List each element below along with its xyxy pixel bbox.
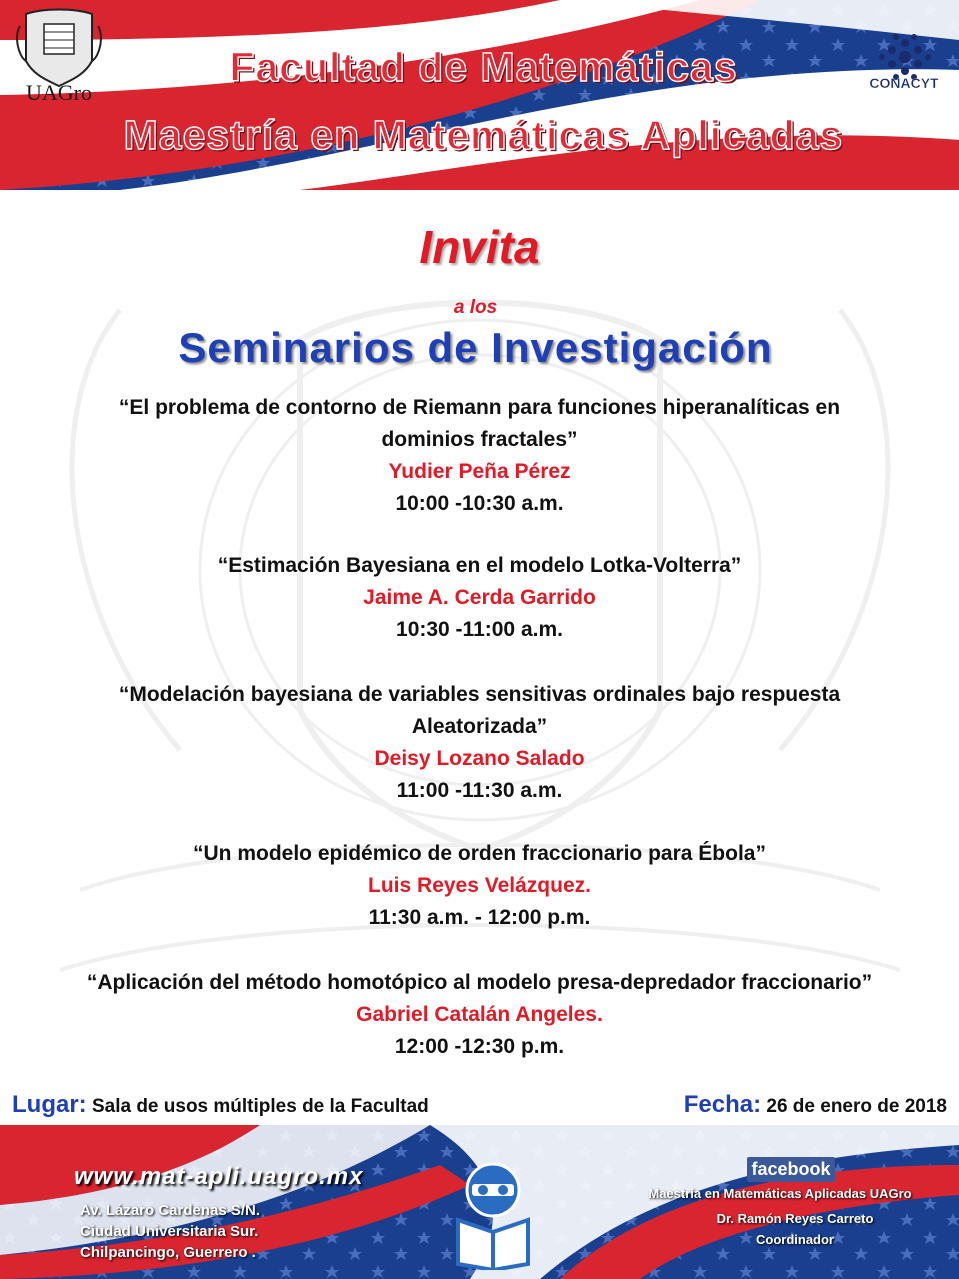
seminars-heading: Seminarios de Investigación [178, 324, 773, 371]
talk-title: “El problema de contorno de Riemann para funciones hiperanalíticas en [118, 396, 841, 419]
date-label: Fecha: [683, 1091, 762, 1118]
pnpc-text: PNPC [880, 92, 928, 111]
address-line: Chilpancingo, Guerrero . [80, 1244, 256, 1261]
talk-title: “Un modelo epidémico de orden fraccionario para Ébola” [193, 842, 766, 865]
talk-4 [0, 838, 959, 934]
talk-title: “Estimación Bayesiana en el modelo Lotka-Volterra” [217, 554, 742, 577]
talk-1 [0, 392, 959, 520]
talk-time: 10:30 -11:00 a.m. [396, 618, 563, 641]
date-line [684, 1091, 947, 1119]
flag-background [0, 0, 959, 190]
address-line: Av. Lázaro Cardenas S/N. [80, 1202, 261, 1219]
reader-icon [450, 1160, 536, 1270]
address-line: Ciudad Universitaria Sur. [80, 1223, 259, 1240]
talk-3 [0, 679, 959, 807]
talk-time: 11:30 a.m. - 12:00 p.m. [368, 906, 591, 929]
venue-label: Lugar: [12, 1091, 87, 1118]
talk-5 [0, 967, 959, 1063]
talk-speaker: Deisy Lozano Salado [374, 747, 585, 770]
talk-time: 11:00 -11:30 a.m. [396, 779, 563, 802]
header-banner [0, 0, 959, 190]
talk-title: “Modelación bayesiana de variables sensitivas ordinales bajo respuesta [118, 683, 841, 706]
faculty-title: Facultad de Matemáticas [229, 44, 738, 90]
talk-time: 10:00 -10:30 a.m. [395, 492, 564, 515]
talk-time: 12:00 -12:30 p.m. [394, 1035, 565, 1058]
venue-value: Sala de usos múltiples de la Facultad [91, 1096, 429, 1117]
conacyt-text: CONACYT [869, 75, 939, 91]
website-link[interactable]: www.mat-apli.uagro.mx [74, 1163, 364, 1190]
talk-title: “Aplicación del método homotópico al modelo presa-depredador fraccionario” [86, 971, 873, 994]
talk-title-cont: Aleatorizada” [411, 715, 548, 738]
facebook-page-name: Maestría en Matemáticas Aplicadas UAGro [648, 1186, 912, 1201]
date-value: 26 de enero de 2018 [766, 1096, 947, 1117]
talk-2 [0, 550, 959, 646]
talk-speaker: Jaime A. Cerda Garrido [363, 586, 596, 609]
talk-speaker: Luis Reyes Velázquez. [368, 874, 591, 897]
talk-title-cont: dominios fractales” [381, 428, 578, 451]
talk-speaker: Gabriel Catalán Angeles. [356, 1003, 603, 1026]
uagro-logo-text: UAGro [26, 80, 92, 105]
coordinator-title: Coordinador [756, 1232, 834, 1247]
program-title: Maestría en Matemáticas Aplicadas [123, 112, 844, 158]
talk-speaker: Yudier Peña Pérez [388, 460, 571, 483]
coordinator-name: Dr. Ramón Reyes Carreto [716, 1211, 874, 1226]
a-los-text: a los [453, 297, 498, 318]
facebook-badge[interactable]: facebook [747, 1157, 835, 1182]
venue-line [12, 1091, 429, 1119]
address [80, 1200, 260, 1263]
invita-heading: Invita [419, 221, 540, 273]
